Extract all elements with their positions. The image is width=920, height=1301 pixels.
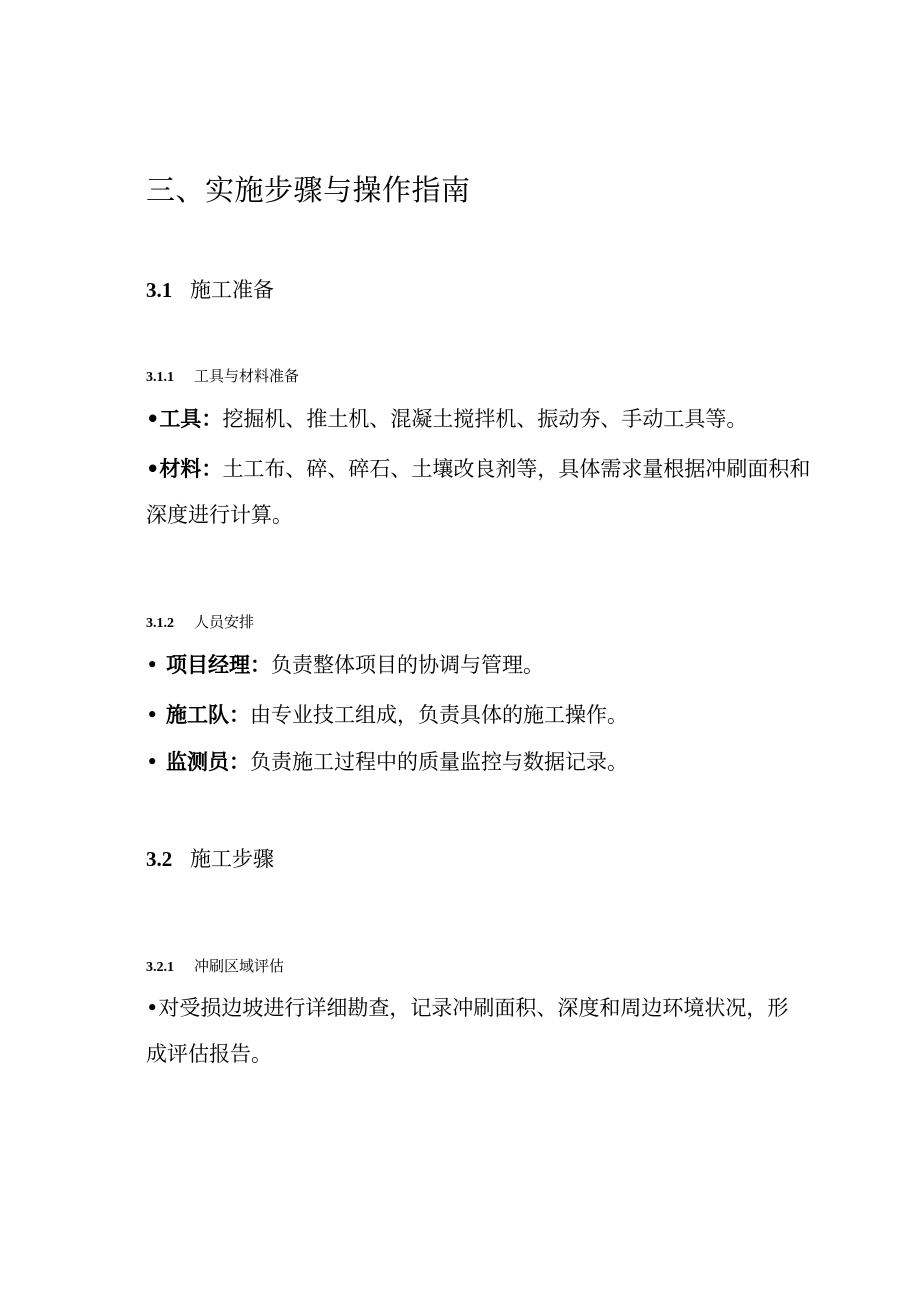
section-number: 3.1 xyxy=(146,278,173,302)
tools-text: 挖掘机、推土机、混凝土搅拌机、振动夯、手动工具等。 xyxy=(222,407,748,431)
section-number: 3.2 xyxy=(146,847,173,871)
assessment-paragraph: •对受损边坡进行详细勘查，记录冲刷面积、深度和周边环境状况，形成评估报告。 xyxy=(146,996,789,1066)
subsection-title: 工具与材料准备 xyxy=(194,367,300,385)
list-item xyxy=(146,700,628,730)
bullet: • xyxy=(146,703,159,727)
item-text: 由专业技工组成，负责具体的施工操作。 xyxy=(250,703,628,727)
bullet: • xyxy=(146,653,159,677)
subsection-heading-3-1-1 xyxy=(146,365,299,389)
subsection-title: 冲刷区域评估 xyxy=(194,957,285,975)
subsection-heading-3-1-2 xyxy=(146,611,254,635)
subsection-number: 3.2.1 xyxy=(146,960,174,975)
materials-text: 土工布、碎、碎石、土壤改良剂等，具体需求量根据冲刷面积和深度进行计算。 xyxy=(146,457,811,527)
section-heading-3-2 xyxy=(146,844,274,874)
item-label: 监测员： xyxy=(166,750,250,774)
section-title: 施工步骤 xyxy=(190,847,274,871)
item-text: 负责整体项目的协调与管理。 xyxy=(271,653,544,677)
section-title: 施工准备 xyxy=(190,278,274,302)
materials-label: •材料： xyxy=(146,457,223,481)
subsection-title: 人员安排 xyxy=(194,613,255,631)
subsection-heading-3-2-1 xyxy=(146,955,284,979)
chapter-title: 三、实施步骤与操作指南 xyxy=(146,173,471,207)
list-item xyxy=(146,747,628,777)
item-label: 施工队： xyxy=(166,703,250,727)
tools-paragraph xyxy=(146,396,816,442)
item-text: 负责施工过程中的质量监控与数据记录。 xyxy=(250,750,628,774)
subsection-number: 3.1.1 xyxy=(146,370,174,385)
materials-paragraph xyxy=(146,446,816,538)
bullet: • xyxy=(146,750,159,774)
subsection-number: 3.1.2 xyxy=(146,616,174,631)
item-label: 项目经理： xyxy=(166,653,271,677)
section-heading-3-1 xyxy=(146,275,274,305)
list-item xyxy=(146,650,544,680)
tools-label: •工具： xyxy=(146,407,223,431)
